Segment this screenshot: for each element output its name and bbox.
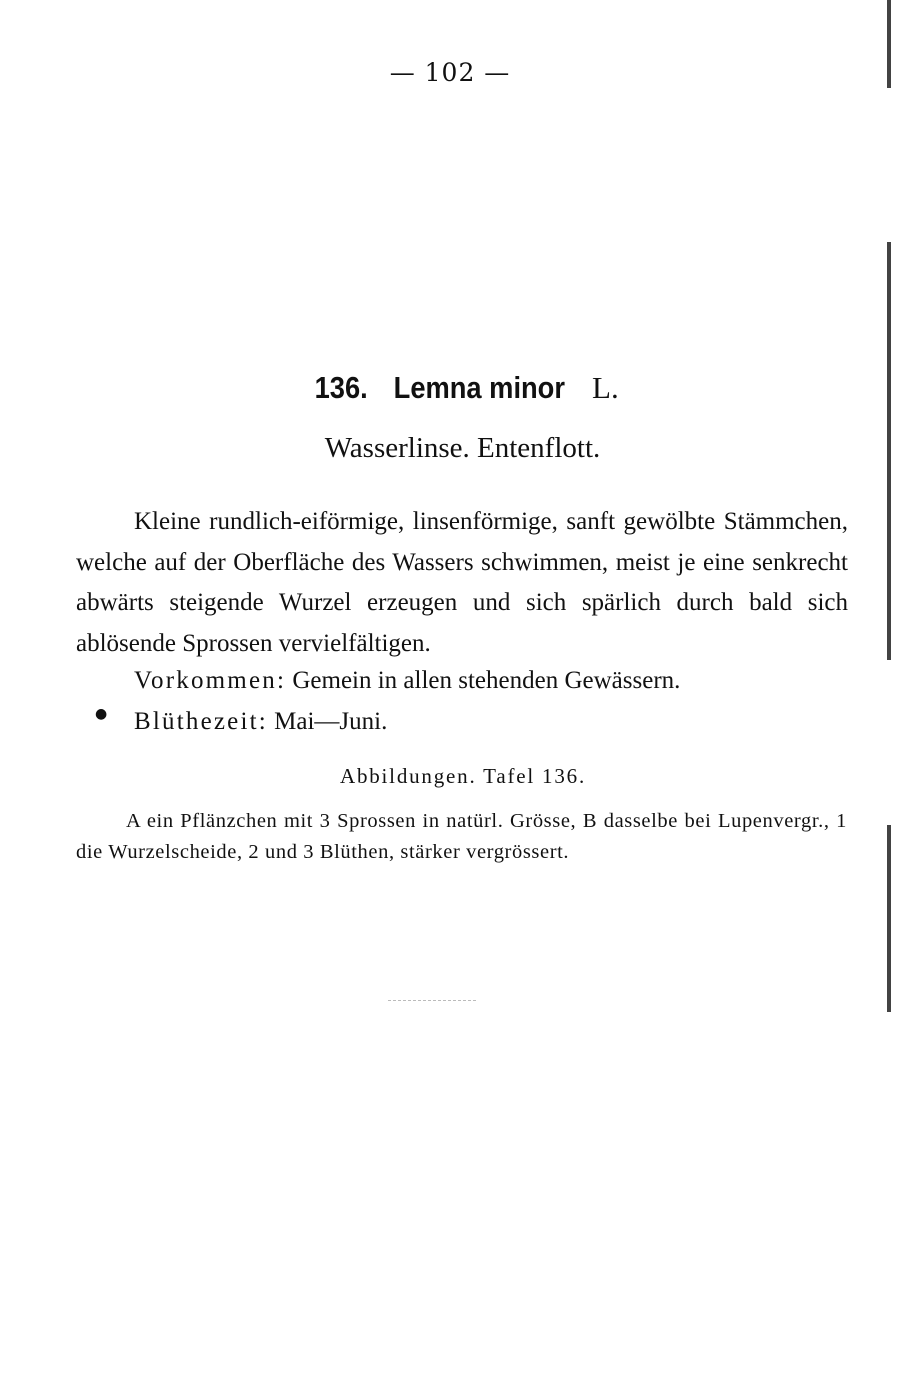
flowering-label: Blüthezeit:: [134, 708, 268, 735]
common-names: Wasserlinse. Entenflott.: [324, 432, 601, 464]
species-author: L.: [592, 370, 619, 405]
flowering-line: [134, 708, 387, 736]
occurrence-line: [134, 667, 680, 695]
species-heading: [0, 370, 900, 406]
occurrence-label: Vorkommen:: [134, 667, 287, 694]
species-number: 136.: [314, 370, 369, 405]
figures-heading: Abbildungen. Tafel 136.: [339, 764, 586, 788]
page-edge-rule: [887, 0, 891, 1100]
faint-divider: [388, 1000, 476, 1002]
figures-caption: A ein Pflänzchen mit 3 Sprossen in natürl. Grösse, B dasselbe bei Lupenvergr., 1 die Wurzelscheide, 2 und 3 Blüthen, stärker vergrössert.: [76, 810, 847, 863]
description-paragraph: Kleine rundlich-eiförmige, linsenförmige, sanft gewölbte Stämmchen, welche auf der Oberfläche des Wassers schwimmen, meist je eine senkrecht abwärts steigende Wurzel erzeugen und sich spärlich durch bald sich ablösende Sprossen vervielfältigen.: [76, 508, 848, 657]
flowering-text: Mai—Juni.: [274, 708, 388, 735]
occurrence-text: Gemein in allen stehenden Gewässern.: [292, 667, 681, 694]
page-number: — 102 —: [389, 58, 511, 87]
bullet-mark: ●: [95, 706, 108, 722]
species-name: Lemna minor: [393, 370, 565, 405]
